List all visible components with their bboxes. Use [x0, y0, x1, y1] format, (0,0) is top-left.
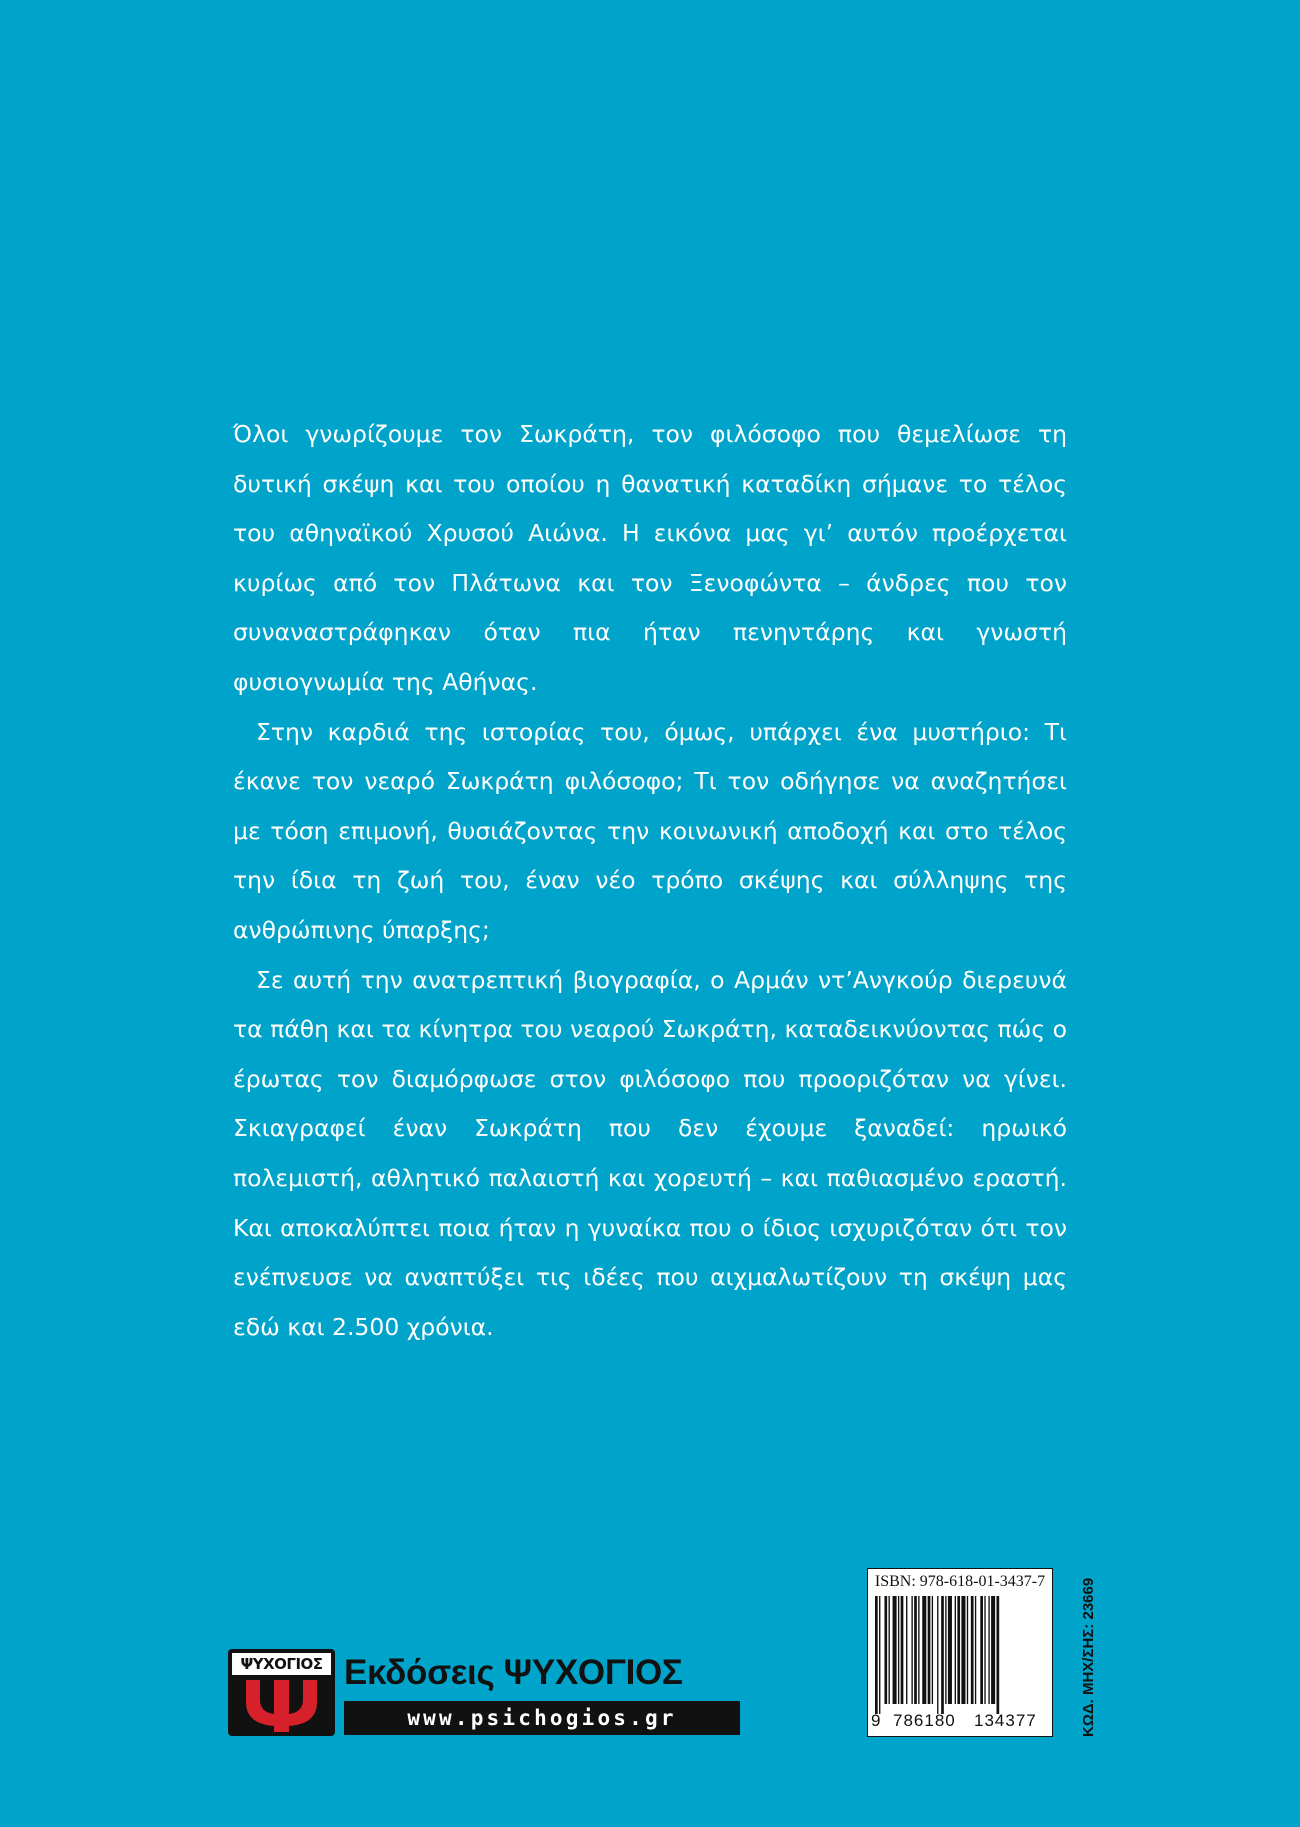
- barcode-digits: [868, 1711, 1052, 1733]
- barcode-bar: [955, 1596, 956, 1704]
- barcode-bar: [914, 1596, 917, 1704]
- isbn-label: ISBN: 978-618-01-3437-7: [874, 1573, 1046, 1590]
- barcode-bar: [961, 1596, 965, 1704]
- barcode-bar: [884, 1596, 887, 1704]
- barcode-bar: [937, 1596, 938, 1714]
- publisher-brand: ΨΥΧΟΓΙΟΣ: [232, 1653, 331, 1675]
- barcode-bar: [889, 1596, 890, 1704]
- barcode-bar: [997, 1596, 1000, 1714]
- barcode-bar: [918, 1596, 919, 1704]
- barcode-bar: [928, 1596, 931, 1704]
- back-cover-blurb: [233, 410, 1067, 1352]
- barcode-bar: [879, 1596, 880, 1714]
- blurb-paragraph-2: Στην καρδιά της ιστορίας του, όμως, υπάρχει ένα μυστήριο: Τι έκανε τον νεαρό Σωκράτη φιλόσοφο; Τι τον οδήγησε να αναζητήσει με τόση επιμονή, θυσιάζοντας την κοινωνική αποδοχή και στο τέλος την ίδια τη ζωή του, έναν νέο τρόπο σκέψης και σύλληψης της ανθρώπινης ύπαρξης;: [233, 717, 1067, 944]
- psi-letter-icon: [240, 1678, 323, 1732]
- product-code: ΚΩΔ. ΜΗΧ/ΣΗΣ: 23669: [1080, 1577, 1097, 1737]
- publisher-emblem: [228, 1649, 335, 1736]
- barcode-bar: [932, 1596, 933, 1704]
- blurb-paragraph-3: Σε αυτή την ανατρεπτική βιογραφία, ο Αρμάν ντ’Ανγκούρ διερευνά τα πάθη και τα κίνητρα του νεαρού Σωκράτη, καταδεικνύοντας πώς ο έρωτας τον διαμόρφωσε στον φιλόσοφο που προοριζόταν να γίνει. Σκιαγραφεί έναν Σωκράτη που δεν έχουμε ξαναδεί: ηρωικό πολεμιστή, αθλητικό παλαιστή και χορευτή – και παθιασμένο εραστή. Και αποκαλύπτει ποια ήταν η γυναίκα που ο ίδιος ισχυριζόταν ότι τον ενέπνευσε να αναπτύξει τις ιδέες που αιχμαλωτίζουν τη σκέψη μας εδώ και 2.500 χρόνια.: [233, 965, 1067, 1341]
- isbn-barcode: [867, 1568, 1053, 1737]
- barcode-bar: [975, 1596, 976, 1704]
- barcode-bar: [945, 1596, 946, 1704]
- publisher-url: www.psichogios.gr: [344, 1701, 740, 1735]
- barcode-bar: [901, 1596, 904, 1704]
- publisher-logo: [228, 1649, 742, 1736]
- barcode-digits-right: 134377: [974, 1711, 1037, 1730]
- barcode-digit-first: 9: [871, 1711, 881, 1730]
- barcode-bar: [991, 1596, 995, 1704]
- barcode-bar: [957, 1596, 960, 1704]
- barcode-bar: [922, 1596, 926, 1704]
- barcode-bar: [911, 1596, 912, 1704]
- barcode-bar: [948, 1596, 952, 1704]
- barcode-bar: [875, 1596, 878, 1714]
- barcode-digits-left: 786180: [893, 1711, 956, 1730]
- barcode-bar: [893, 1596, 897, 1704]
- blurb-paragraph-1: Όλοι γνωρίζουμε τον Σωκράτη, τον φιλόσοφο που θεμελίωσε τη δυτική σκέψη και του οποίου η θανατική καταδίκη σήμανε το τέλος του αθηναϊκού Χρυσού Αιώνα. Η εικόνα μας γι’ αυτόν προέρχεται κυρίως από τον Πλάτωνα και τον Ξενοφώντα – άνδρες που τον συναναστράφηκαν όταν πια ήταν πενηντάρης και γνωστή φυσιογνωμία της Αθήνας.: [233, 420, 1067, 696]
- barcode-bar: [988, 1596, 989, 1704]
- barcode-bar: [941, 1596, 944, 1714]
- barcode-bar: [971, 1596, 974, 1704]
- publisher-name: Εκδόσεις ΨΥΧΟΓΙΟΣ: [344, 1653, 683, 1692]
- barcode-bar: [967, 1596, 968, 1704]
- barcode-bar: [980, 1596, 983, 1704]
- barcode-bar: [906, 1596, 907, 1704]
- barcode-bar: [898, 1596, 899, 1704]
- barcode-bar: [984, 1596, 985, 1704]
- barcode-bars: [875, 1596, 1045, 1714]
